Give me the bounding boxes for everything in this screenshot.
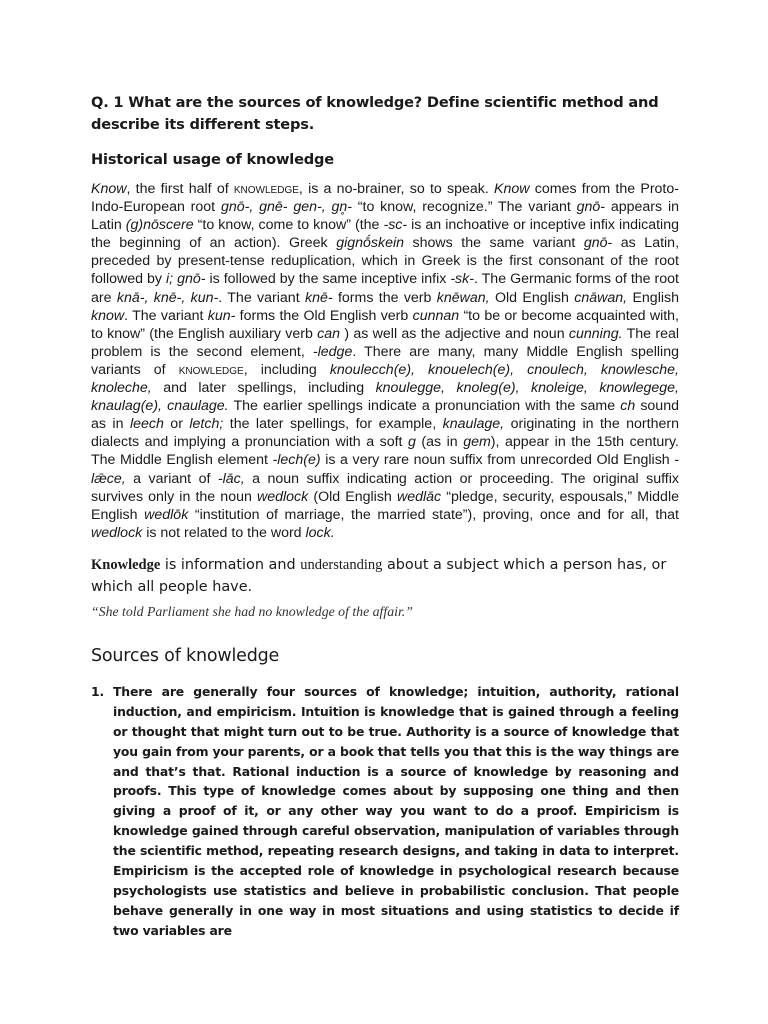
- italic-run: cunning.: [568, 325, 623, 342]
- italic-run: Know: [91, 181, 127, 197]
- italic-run: knē-: [304, 289, 333, 306]
- smallcaps-run: knowledge: [233, 181, 299, 197]
- knowledge-definition: [91, 554, 679, 598]
- italic-run: knoulegge, knoleg(e), knoleige, knowlegege, knaulag(e), cnaulage.: [91, 380, 679, 415]
- italic-run: wedlōk: [144, 506, 189, 523]
- list-item: [91, 682, 679, 941]
- text-run: sound as in: [91, 398, 679, 433]
- text-run: , is a no-brainer, so to speak.: [298, 181, 495, 197]
- italic-run: gnō-: [576, 199, 606, 216]
- text-run: . The variant: [218, 289, 305, 306]
- text-run: comes from the Proto-Indo-European root: [91, 181, 679, 216]
- definition-term: Knowledge: [91, 556, 161, 573]
- text-run: is a very rare noun suffix from unrecorded Old English: [320, 452, 675, 469]
- text-run: English: [627, 289, 679, 306]
- italic-run: Know: [494, 181, 530, 197]
- italic-run: cunnan: [412, 307, 460, 324]
- example-quote: “She told Parliament she had no knowledge of the affair.”: [91, 603, 413, 619]
- italic-run: gignṓskein: [336, 235, 405, 252]
- text-run: “to be or become acquainted with, to know” (the English auxiliary verb: [91, 307, 680, 342]
- text-run: is an inchoative or inceptive infix indicating the beginning of an action). Greek: [91, 217, 679, 252]
- definition-text-1: is information and: [160, 556, 301, 573]
- definition-understanding: understanding: [300, 556, 383, 573]
- text-run: . There are many, many Middle English spelling variants of: [91, 343, 679, 378]
- italic-run: -ledge: [312, 343, 353, 360]
- italic-run: wedlock: [91, 524, 143, 541]
- document-page: [91, 92, 679, 941]
- text-run: a variant of: [125, 470, 218, 487]
- italic-run: wedlāc: [396, 488, 442, 505]
- text-run: “to know, recognize.” The variant: [351, 199, 577, 216]
- text-run: forms the Old English verb: [235, 307, 413, 324]
- smallcaps-run: knowledge: [178, 361, 244, 378]
- text-run: the later spellings, for example,: [223, 416, 443, 433]
- italic-run: kun-: [207, 307, 236, 324]
- italic-run: knaulage,: [442, 416, 505, 433]
- text-run: is not related to the word: [142, 524, 306, 541]
- italic-run: can: [317, 325, 341, 342]
- text-run: forms the verb: [332, 289, 437, 306]
- text-run: a noun suffix indicating action or proceeding. The original suffix survives only in the noun: [91, 470, 679, 505]
- text-run: , including: [243, 361, 330, 378]
- text-run: is followed by the same inceptive infix: [205, 271, 451, 288]
- text-run: The earlier spellings indicate a pronunciation with the same: [228, 398, 621, 415]
- text-run: and later spellings, including: [151, 380, 376, 397]
- italic-run: cnāwan,: [574, 289, 628, 306]
- italic-run: -lech(e): [272, 452, 321, 469]
- text-run: ) as well as the adjective and noun: [340, 325, 569, 342]
- italic-run: knēwan,: [436, 289, 490, 306]
- text-run: originating in the northern dialects and implying a pronunciation with a soft: [91, 416, 679, 451]
- italic-run: leech: [129, 416, 164, 433]
- italic-run: -sk-: [450, 271, 474, 288]
- italic-run: -sc-: [383, 217, 408, 234]
- italic-run: (g)nōscere: [125, 217, 194, 234]
- historical-usage-heading: Historical usage of knowledge: [91, 151, 334, 168]
- italic-run: wedlock: [256, 488, 309, 505]
- italic-run: gem: [463, 434, 491, 451]
- definition-text-2: about a subject which a person has, or which all people have.: [91, 556, 667, 595]
- text-run: . The Germanic forms of the root are: [91, 271, 679, 306]
- italic-run: g: [408, 434, 416, 451]
- text-run: ), appear in the 15th century. The Middle English element: [91, 434, 680, 469]
- italic-run: -lāc,: [217, 470, 245, 487]
- text-run: , the first half of: [126, 181, 234, 197]
- italic-run: lock.: [305, 524, 335, 541]
- list-item-text: There are generally four sources of knowledge; intuition, authority, rational induction, and empiricism. Intuition is knowledge that is gained through a feeling or thought that might turn out to be true. Authority is a source of knowledge that you gain from your parents, or a book that tells you that this is the way things are and that’s that. Rational induction is a source of knowledge by reasoning and proofs. This type of knowledge comes about by supposing one thing and then giving a proof of it, or any other way you want to do a proof. Empiricism is knowledge gained through careful observation, manipulation of variables through the scientific method, repeating research designs, and taking in data to interpret. Empiricism is the accepted role of knowledge in psychological research because psychologists use statistics and believe in probabilistic conclusion. That people behave generally in one way in most situations and using statistics to decide if two variables are: [113, 683, 679, 938]
- list-item-number: 1.: [91, 683, 105, 699]
- italic-run: knā-, knē-, kun-: [116, 289, 219, 306]
- question-heading: Q. 1 What are the sources of knowledge? Define scientific method and describe its different steps.: [91, 94, 659, 133]
- italic-run: -lǣce,: [91, 452, 679, 487]
- text-run: The real problem is the second element,: [91, 325, 680, 360]
- italic-run: gnō-, gnē- gen-, gn̥-: [220, 199, 352, 216]
- text-run: shows the same variant: [404, 235, 584, 252]
- text-run: Old English: [489, 289, 575, 306]
- historical-usage-paragraph: [91, 180, 679, 542]
- text-run: “institution of marriage, the married state”), proving, once and for all, that: [188, 506, 679, 523]
- text-run: “pledge, security, espousals,” Middle English: [91, 488, 679, 523]
- text-run: “to know, come to know” (the: [193, 217, 384, 234]
- italic-run: i; gnō-: [166, 271, 206, 288]
- text-run: appears in Latin: [91, 199, 679, 234]
- text-run: (as in: [415, 434, 464, 451]
- italic-run: knoulecch(e), knouelech(e), cnoulech, knowlesche, knoleche,: [91, 361, 679, 397]
- italic-run: ch: [620, 398, 636, 415]
- text-run: . The variant: [124, 307, 208, 324]
- italic-run: gnō: [583, 235, 608, 252]
- text-run: or: [163, 416, 190, 433]
- italic-run: know: [91, 307, 125, 324]
- italic-run: letch;: [189, 416, 224, 433]
- text-run: - as Latin, preceded by present-tense reduplication, which in Greek is the first consonant of the root followed by: [91, 235, 680, 288]
- text-run: (Old English: [308, 488, 397, 505]
- sources-heading: Sources of knowledge: [91, 645, 280, 666]
